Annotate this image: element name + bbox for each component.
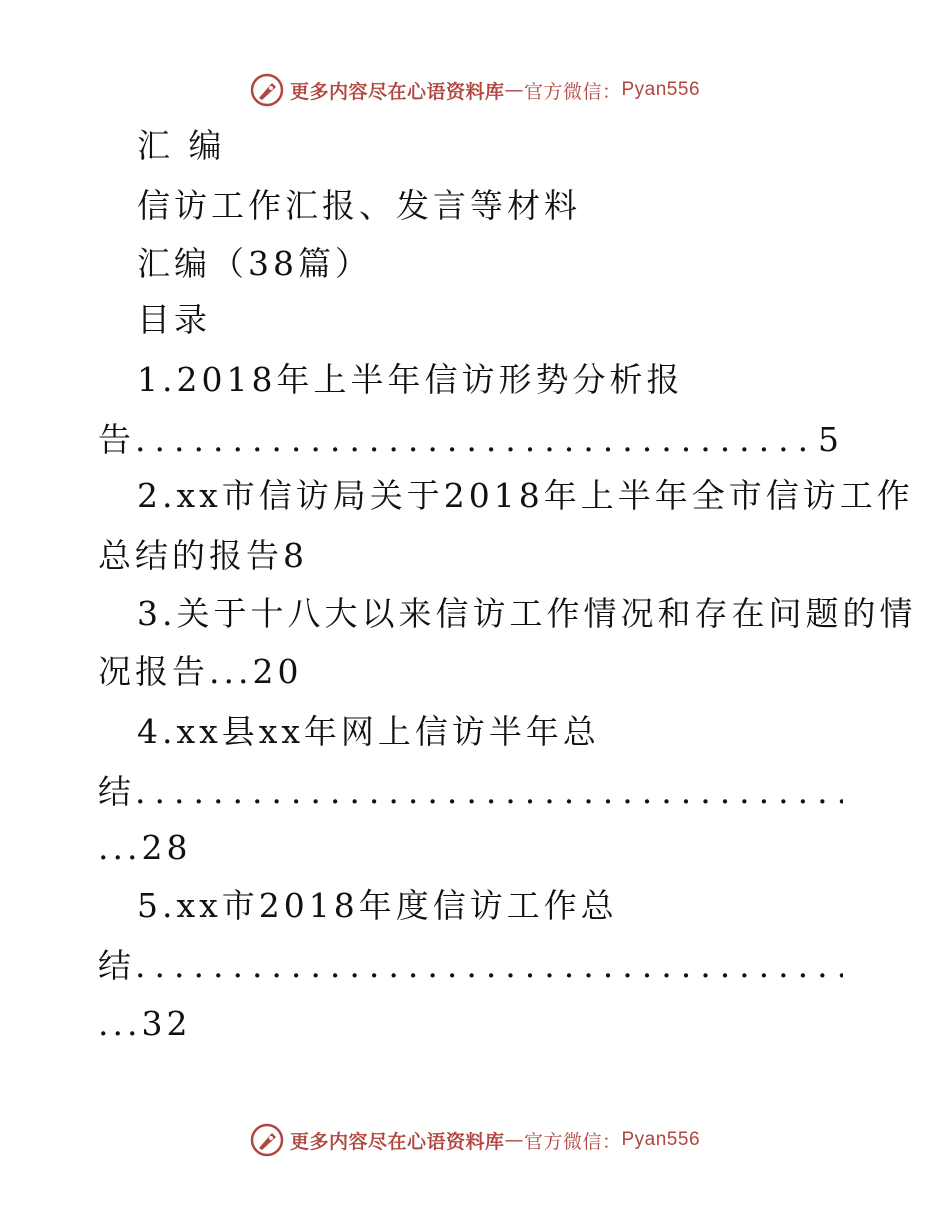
toc-entry-4-title-end: 结: [98, 772, 135, 811]
pen-nib-logo-icon: [250, 1123, 284, 1157]
toc-entry-5-title: 5.xx市2018年度信访工作总: [137, 886, 618, 925]
toc-entry-5-title-end: 结: [98, 946, 135, 985]
banner-wechat-label: 官方微信：: [523, 1130, 622, 1153]
banner-wechat-id: Pyan556: [621, 1129, 701, 1150]
dot-leader: [135, 946, 843, 986]
banner-separator: —: [504, 1129, 524, 1151]
toc-entry-4-page: ...28: [98, 828, 192, 867]
toc-entry-2-title-end: 总结的报告8: [98, 536, 308, 575]
dot-leader: [135, 420, 816, 460]
banner-wechat-id: Pyan556: [621, 79, 701, 100]
toc-entry-1-title-end: 告: [98, 420, 135, 459]
toc-entry-2-title: 2.xx市信访局关于2018年上半年全市信访工作: [137, 476, 914, 515]
toc-entry-3-title: 3.关于十八大以来信访工作情况和存在问题的情: [137, 594, 917, 633]
footer-watermark-banner: [0, 1120, 950, 1160]
toc-entry-5-page: ...32: [98, 1004, 192, 1043]
toc-entry-1-leader: [98, 420, 843, 460]
pen-nib-logo-icon: [250, 73, 284, 107]
toc-entry-1-page: 5: [818, 420, 843, 459]
toc-title: 目录: [137, 300, 211, 339]
document-subtitle: 信访工作汇报、发言等材料: [137, 186, 581, 225]
header-watermark-banner: [0, 70, 950, 110]
toc-entry-1-title: 1.2018年上半年信访形势分析报: [137, 360, 684, 399]
banner-separator: —: [504, 79, 524, 101]
banner-brand: 更多内容尽在心语资料库: [289, 80, 505, 103]
document-collection-count: 汇编（38篇）: [137, 244, 372, 283]
document-heading: 汇 编: [137, 126, 226, 165]
banner-wechat-label: 官方微信：: [523, 80, 622, 103]
toc-entry-3-title-end: 况报告...20: [98, 652, 303, 691]
toc-entry-4-leader: [98, 772, 843, 812]
dot-leader: [135, 772, 843, 812]
toc-entry-4-title: 4.xx县xx年网上信访半年总: [137, 712, 600, 751]
toc-entry-5-leader: [98, 946, 843, 986]
banner-brand: 更多内容尽在心语资料库: [289, 1130, 505, 1153]
